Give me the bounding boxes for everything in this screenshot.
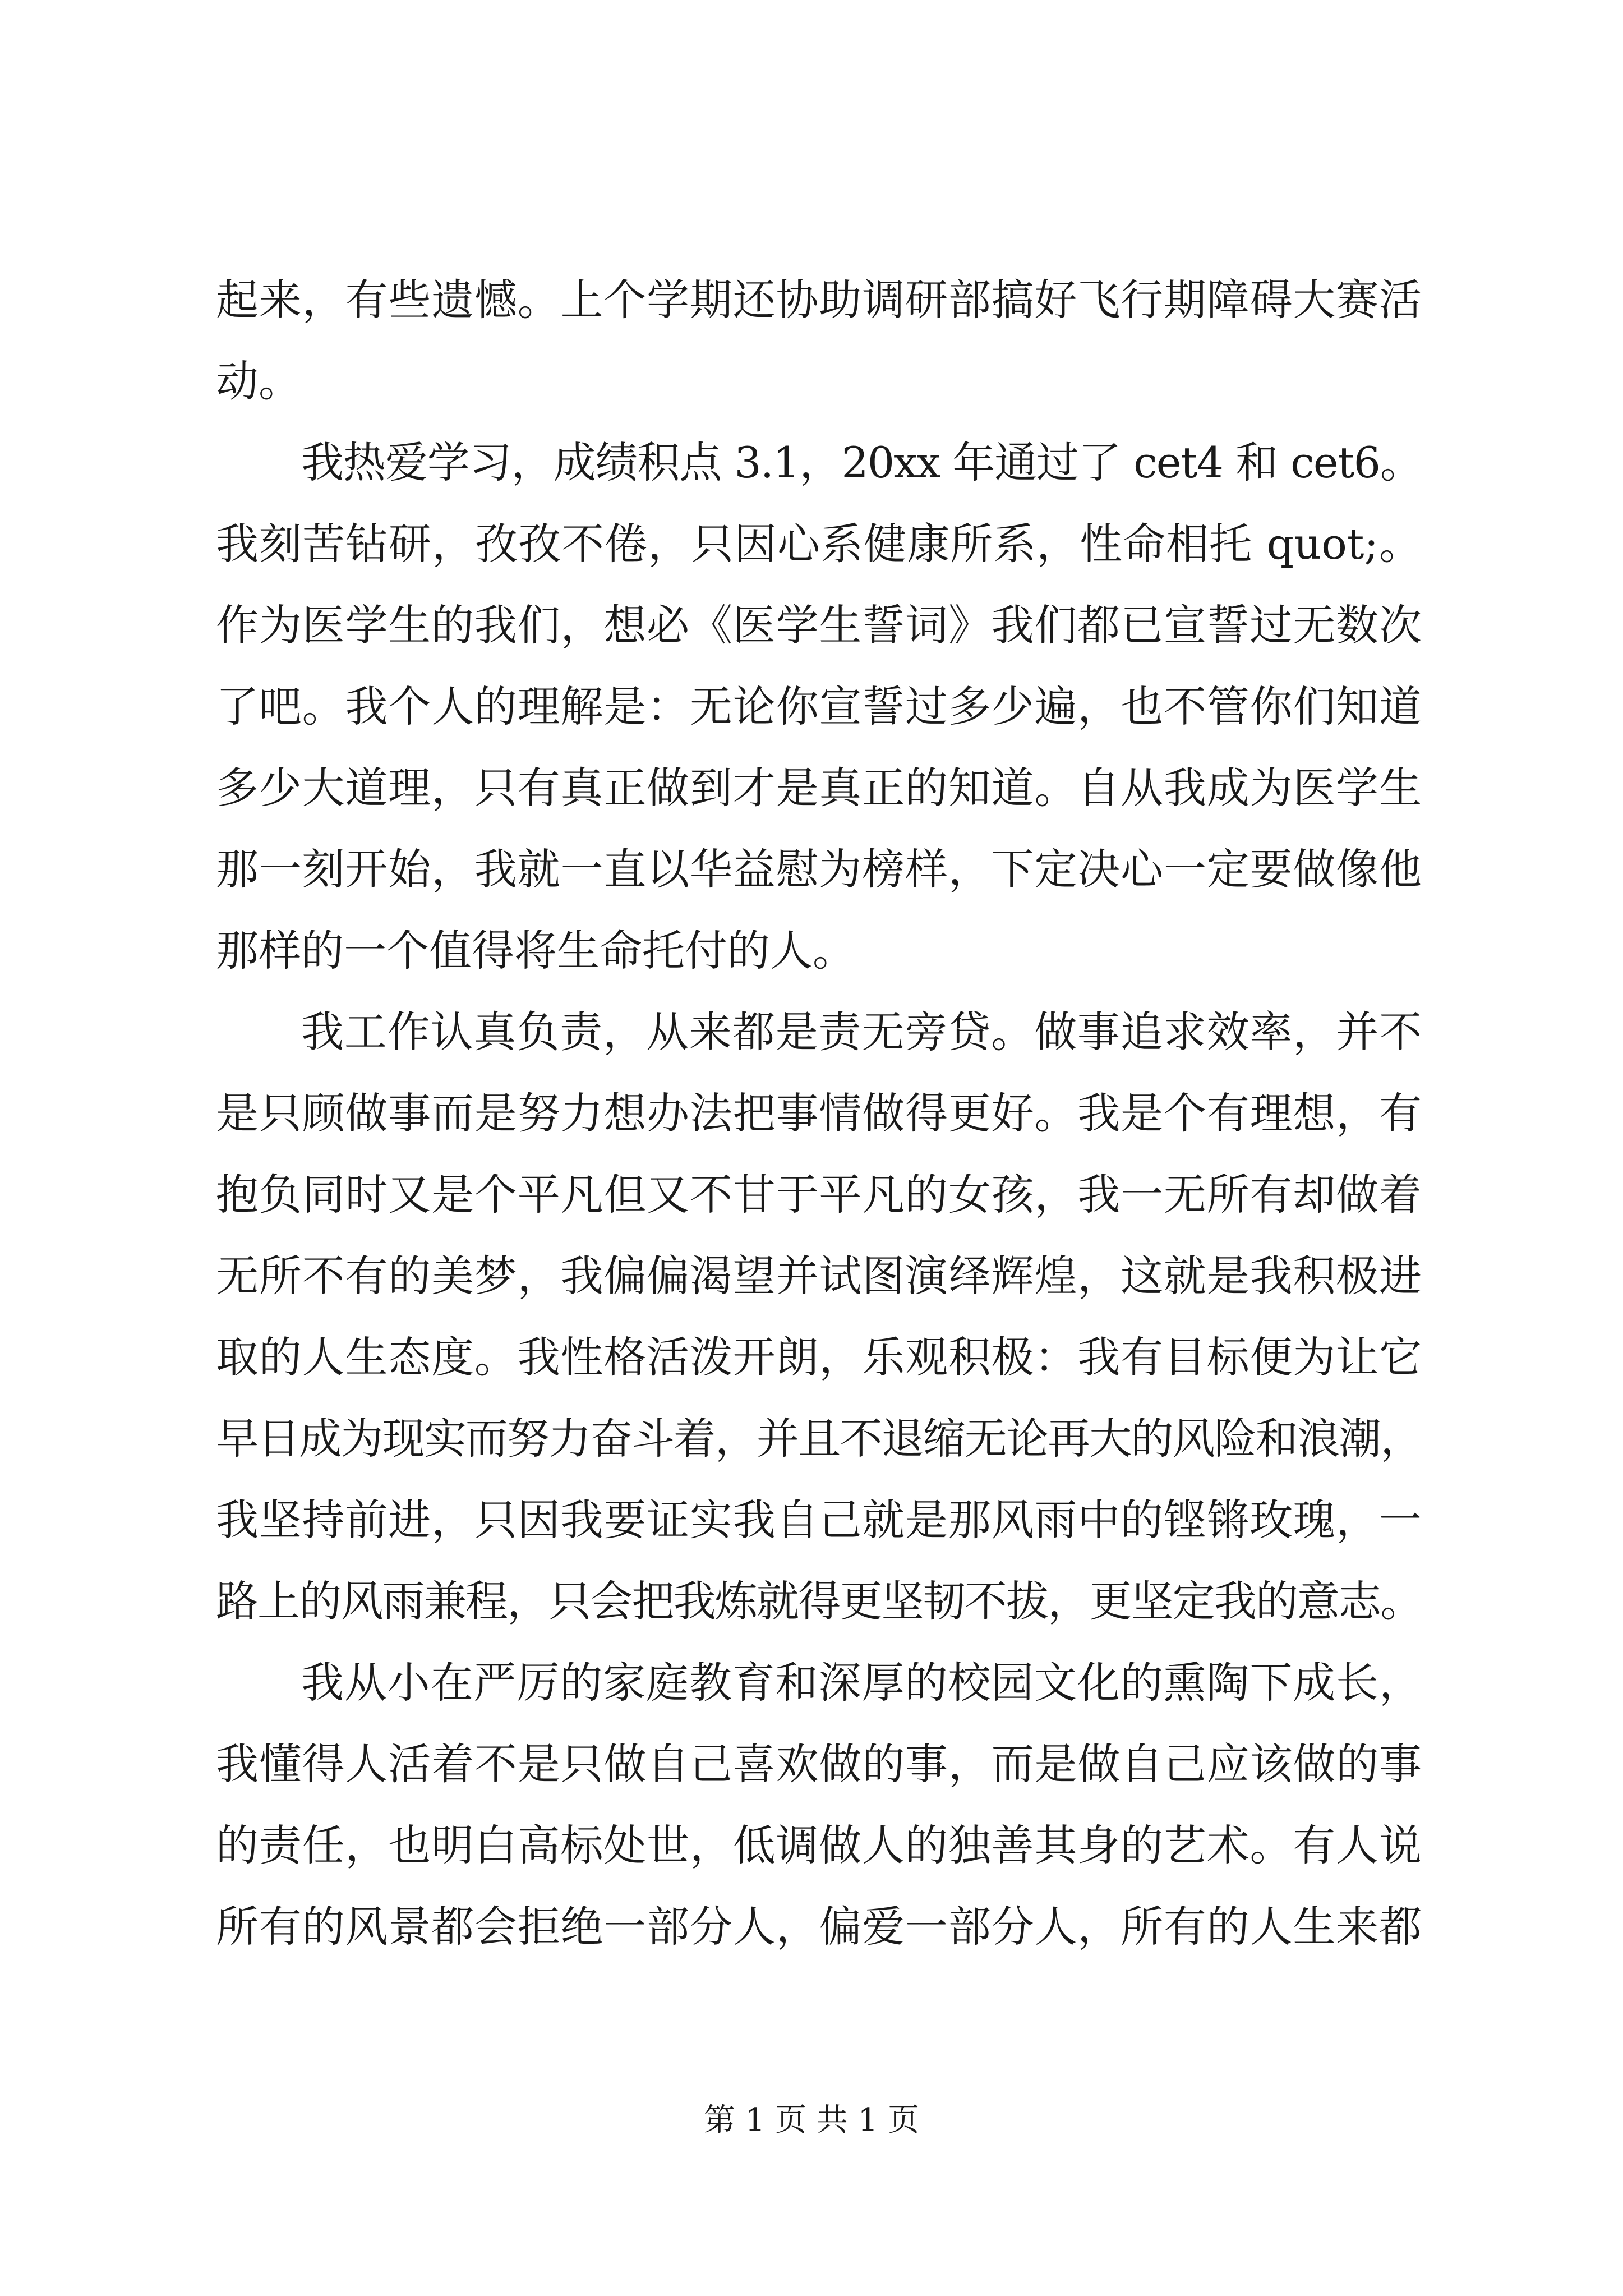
text-line: 我刻苦钻研，孜孜不倦，只因心系健康所系，性命相托 quot;。: [216, 519, 1422, 569]
text-line: 所有的风景都会拒绝一部分人，偏爱一部分人，所有的人生来都: [216, 1902, 1422, 1952]
text-line: 那一刻开始，我就一直以华益慰为榜样，下定决心一定要做像他: [216, 844, 1422, 894]
text-line: 是只顾做事而是努力想办法把事情做得更好。我是个有理想，有: [216, 1088, 1422, 1138]
text-line: 抱负同时又是个平凡但又不甘于平凡的女孩，我一无所有却做着: [216, 1170, 1422, 1220]
text-line: 无所不有的美梦，我偏偏渴望并试图演绎辉煌，这就是我积极进: [216, 1251, 1422, 1301]
text-line: 我热爱学习，成绩积点 3.1，20xx 年通过了 cet4 和 cet6。: [301, 438, 1422, 487]
text-line: 取的人生态度。我性格活泼开朗，乐观积极：我有目标便为让它: [216, 1332, 1422, 1382]
text-line: 路上的风雨兼程，只会把我炼就得更坚韧不拔，更坚定我的意志。: [216, 1576, 1422, 1626]
text-line: 我懂得人活着不是只做自己喜欢做的事，而是做自己应该做的事: [216, 1739, 1422, 1789]
text-line: 多少大道理，只有真正做到才是真正的知道。自从我成为医学生: [216, 763, 1422, 813]
text-line: 了吧。我个人的理解是：无论你宣誓过多少遍，也不管你们知道: [216, 682, 1422, 731]
text-line: 那样的一个值得将生命托付的人。: [216, 926, 855, 976]
text-line: 我坚持前进，只因我要证实我自己就是那风雨中的铿锵玫瑰，一: [216, 1495, 1422, 1545]
text-line: 我工作认真负责，从来都是责无旁贷。做事追求效率，并不: [301, 1007, 1422, 1057]
text-line: 我从小在严厉的家庭教育和深厚的校园文化的熏陶下成长，: [301, 1658, 1422, 1708]
text-line: 作为医学生的我们，想必《医学生誓词》我们都已宣誓过无数次: [216, 600, 1422, 650]
text-line: 起来，有些遗憾。上个学期还协助调研部搞好飞行期障碍大赛活: [216, 275, 1422, 325]
document-body: [216, 259, 1422, 1967]
page-footer: 第 1 页 共 1 页: [703, 2102, 920, 2138]
text-line: 的责任，也明白高标处世，低调做人的独善其身的艺术。有人说: [216, 1820, 1422, 1870]
text-line: 早日成为现实而努力奋斗着，并且不退缩无论再大的风险和浪潮，: [216, 1414, 1422, 1464]
text-line: 动。: [216, 356, 301, 406]
